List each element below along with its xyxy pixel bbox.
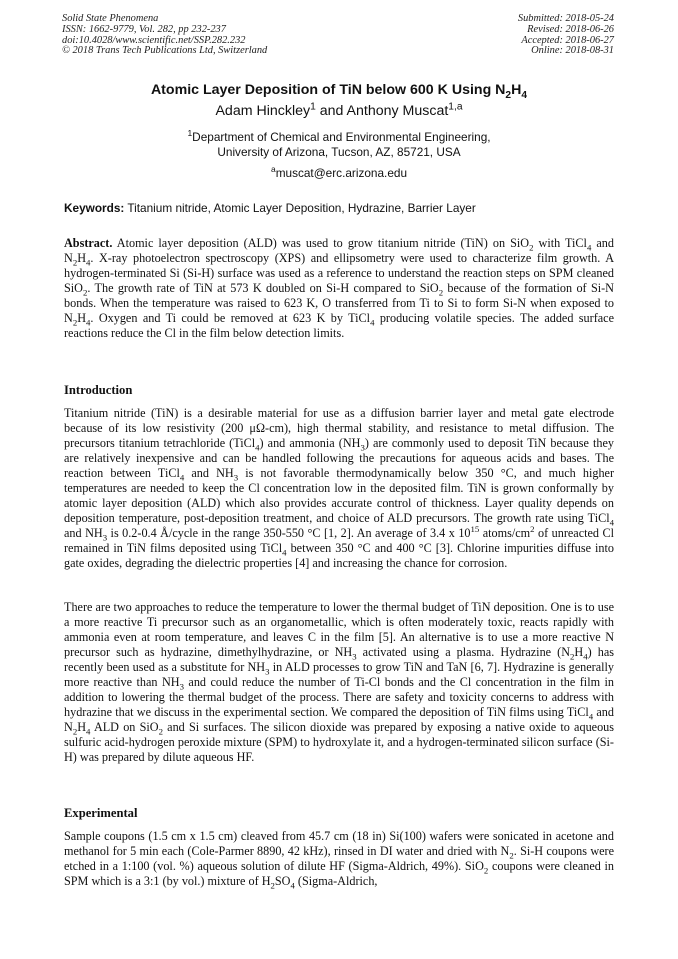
abstract-label: Abstract. — [64, 236, 113, 250]
introduction-heading: Introduction — [64, 383, 133, 397]
introduction-paragraph-1: Titanium nitride (TiN) is a desirable material for use as a diffusion barrier layer and metal gate electrode because of its low resistivity (200 μΩ-cm), high thermal stability, and resistance to metal diffusion. The precursors titanium tetrachloride (TiCl$_4$) and ammonia $(NH_3)$ are commonly used to deposit TiN because they are relatively inexpensive and can be handled following the precautions for aqueous acids and bases. The reaction between TiCl$_4$ and $NH_3$ is not favorable thermodynamically below 350 °C, and much higher temperatures are needed to keep the Cl concentration low in the deposited film. TiN is grown conformally by atomic layer deposition (ALD) which also provides accurate control of thickness. Layer quality depends on deposition temperature, post-deposition treatment, and choice of ALD precursors. The growth rate using TiCl$_4$ and $NH_3$ is 0.2-0.4 Å/cycle in the range 350-550 °C [1, 2]. An average of 3.4 x $10^{15}$ atoms/$cm^2$ of unreacted Cl remained in TiN films deposited using TiCl$_4$ between 350 °C and 400 °C [3]. Chlorine impurities diffuse into gate oxides, degrading the dielectric properties [4] and increasing the chance for corrosion. — [64, 406, 615, 571]
journal-name: Solid State Phenomena — [62, 13, 159, 24]
affiliation-line-1: $^1$Department of Chemical and Environmental Engineering, — [187, 128, 491, 144]
paper-title: Atomic Layer Deposition of TiN below 600 K Using $N_2H_4$ — [150, 82, 528, 101]
date-revised: Revised: 2018-06-26 — [527, 23, 614, 35]
affiliation — [0, 130, 678, 160]
abstract — [64, 236, 614, 341]
keywords — [64, 201, 624, 215]
author-email[interactable]: $^a$muscat@erc.arizona.edu — [270, 164, 408, 180]
journal-doi[interactable]: doi:10.4028/www.scientific.net/SSP.282.232 — [62, 34, 246, 46]
journal-header-right — [518, 14, 614, 57]
keywords-label: Keywords: — [64, 201, 125, 215]
abstract-text: Atomic layer deposition (ALD) was used to grow titanium nitride (TiN) on SiO$_2$ with TiCl$_4$ and $N_2H_4$. X-ray photoelectron spectroscopy (XPS) and ellipsometry were used to characterize film growth. A hydrogen-terminated Si (Si-H) surface was used as a reference to understand the reaction steps on SPM cleaned SiO$_2$. The growth rate of TiN at 573 K doubled on Si-H compared to SiO$_2$ because of the formation of Si-N bonds. When the temperature was raised to 623 K, O transferred from Ti to Si to form Si-N when exposed to $N_2H_4$. Oxygen and Ti could be removed at 623 K by TiCl$_4$ producing volatile species. The added surface reactions reduce the Cl in the film below detection limits. — [64, 236, 614, 341]
journal-copyright: © 2018 Trans Tech Publications Ltd, Switzerland — [62, 45, 268, 57]
introduction-paragraph-2: There are two approaches to reduce the temperature to lower the thermal budget of TiN deposition. One is to use a more reactive Ti precursor such as an organometallic, which is often moderately toxic, reacts rapidly with ammonia even at room temperature, and leaves C in the film [5]. An alternative is to use a more reactive N precursor such as hydrazine, dimethylhydrazine, or $NH_3$ activated using a plasma. Hydrazine $(N_2H_4)$ has recently been used as a substitute for $NH_3$ in ALD processes to grow TiN and TaN [6, 7]. Hydrazine is generally more reactive than $NH_3$ and could reduce the number of Ti-Cl bonds and the Cl concentration in the film in addition to lowering the thermal budget of the process. There are safety and toxicity concerns to address with hydrazine that we discuss in the experimental section. We compared the deposition of TiN films using TiCl$_4$ and $N_2H_4$ ALD on SiO$_2$ and Si surfaces. The silicon dioxide was prepared by exposing a native oxide to aqueous sulfuric acid-hydrogen peroxide mixture (SPM) to hydroxylate it, and a hydrogen-terminated silicon surface (Si-H) was prepared by dilute aqueous HF. — [64, 600, 614, 765]
journal-header-left — [62, 14, 267, 57]
keywords-text: Titanium nitride, Atomic Layer Deposition, Hydrazine, Barrier Layer — [127, 201, 476, 215]
date-submitted: Submitted: 2018-05-24 — [517, 13, 614, 24]
experimental-heading: Experimental — [64, 806, 138, 820]
date-accepted: Accepted: 2018-06-27 — [521, 34, 614, 46]
journal-issn: ISSN: 1662-9779, Vol. 282, pp 232-237 — [62, 23, 226, 35]
experimental-paragraph-1: Sample coupons (1.5 cm x 1.5 cm) cleaved from 45.7 cm (18 in) Si(100) wafers were sonicated in acetone and methanol for 5 min each (Cole-Parmer 8890, 42 kHz), rinsed in DI water and dried with $N_2$. Si-H coupons were etched in a 1:100 (vol. %) aqueous solution of dilute HF (Sigma-Aldrich, 49%). SiO$_2$ coupons were cleaned in SPM which is a 3:1 (by vol.) mixture of $H_2SO_4$ (Sigma-Aldrich, — [64, 829, 614, 891]
paper-authors: Adam Hinckley$^1$ and Anthony Muscat$^{1,a}$ — [215, 101, 463, 119]
affiliation-line-2: University of Arizona, Tucson, AZ, 85721, USA — [217, 145, 461, 159]
date-online: Online: 2018-08-31 — [531, 45, 614, 57]
